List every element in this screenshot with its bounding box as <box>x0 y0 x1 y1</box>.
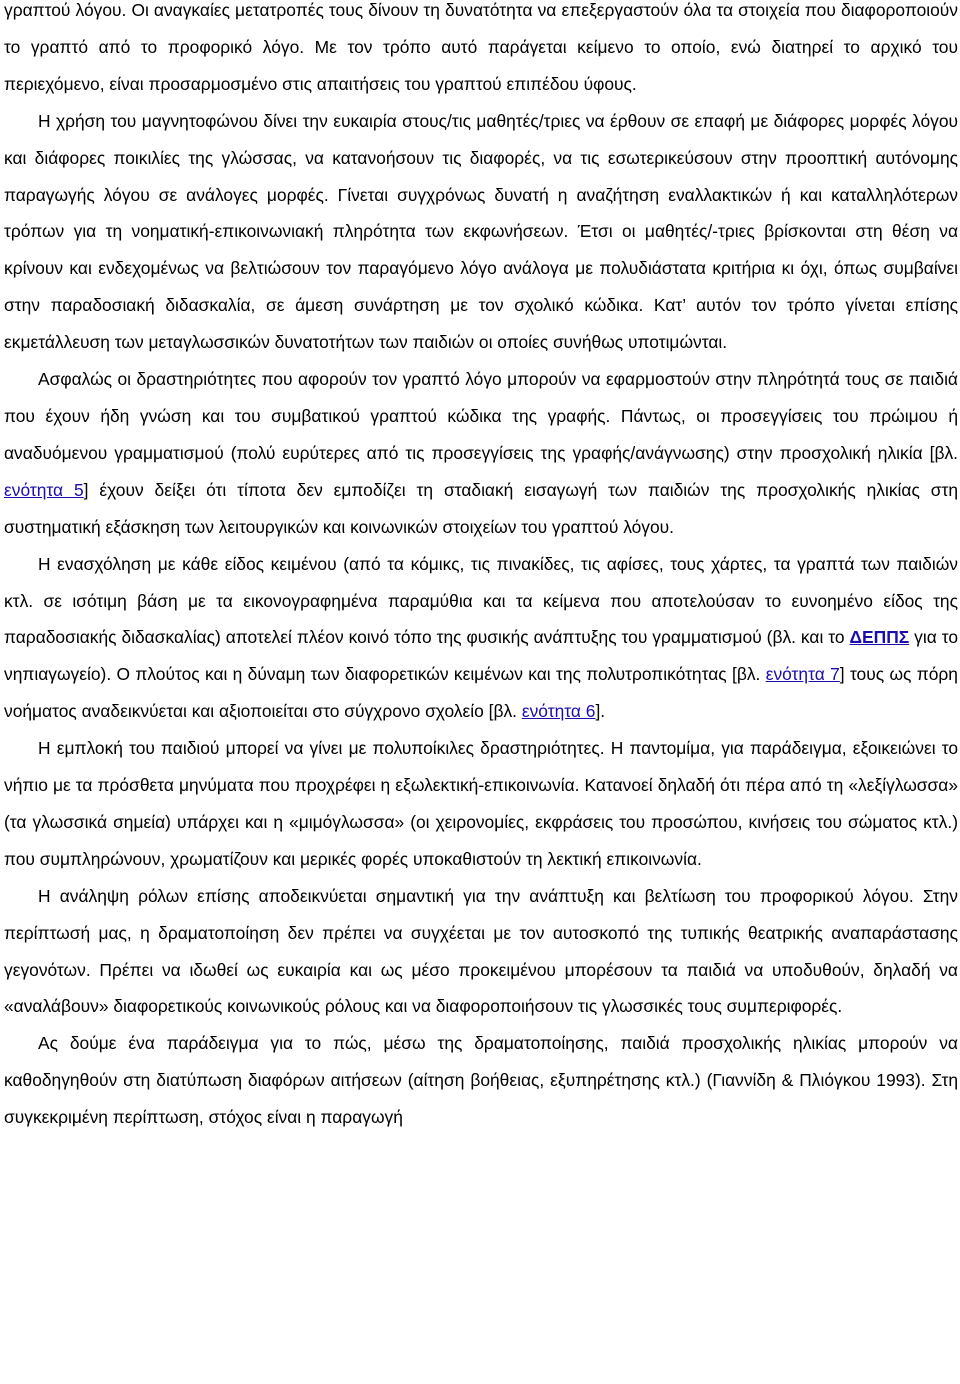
paragraph-text: ] έχουν δείξει ότι τίποτα δεν εμποδίζει τη σταδιακή εισαγωγή των παιδιών της προσχολικής ηλικίας στη συστηματική εξάσκηση των λειτουργικών και κοινωνικών στοιχείων του γραπτού λόγου. <box>4 479 958 537</box>
paragraph-text-types <box>4 546 958 731</box>
paragraph-example: Ας δούμε ένα παράδειγμα για το πώς, μέσω της δραματοποίησης, παιδιά προσχολικής ηλικίας μπορούν να καθοδηγηθούν στη διατύπωση διαφόρων αιτήσεων (αίτηση βοήθειας, εξυπηρέτησης κτλ.) (Γιαννίδη & Πλιόγκου 1993). Στη συγκεκριμένη περίπτωση, στόχος είναι η παραγωγή <box>4 1033 958 1128</box>
paragraph-written-activities <box>4 361 958 546</box>
paragraph-involvement: Η εμπλοκή του παιδιού μπορεί να γίνει με πολυποίκιλες δραστηριότητες. Η παντομίμα, για παράδειγμα, εξοικειώνει το νήπιο με τα πρόσθετα μηνύματα που προχρέφει η εξωλεκτική-επικοινωνία. Κατανοεί δηλαδή ότι πέρα από τη «λεξίγλωσσα» (τα γλωσσικά σημεία) υπάρχει και η «μιμόγλωσσα» (οι χειρονομίες, εκφράσεις του προσώπου, κινήσεις του σώματος κτλ.) που συμπληρώνουν, χρωματίζουν και μερικές φορές υποκαθιστούν τη λεκτική επικοινωνία. <box>4 738 958 869</box>
link-depps[interactable]: ΔΕΠΠΣ <box>849 627 910 648</box>
link-unit-6[interactable]: ενότητα 6 <box>521 701 596 722</box>
paragraph-tape-recorder: Η χρήση του μαγνητοφώνου δίνει την ευκαιρία στους/τις μαθητές/τριες να έρθουν σε επαφή με διάφορες μορφές λόγου και διάφορες ποικιλίες της γλώσσας, να κατανοήσουν τις διαφορές, να τις εσωτερικεύσουν στην προοπτική αυτόνομης παραγωγής λόγου σε ανάλογες μορφές. Γίνεται συγχρόνως δυνατή η αναζήτηση εναλλακτικών ή και καταλληλότερων τρόπων για τη νοηματική-επικοινωνιακή πληρότητα των εκφωνήσεων. Έτσι οι μαθητές/-τριες βρίσκονται στη θέση να κρίνουν και ενδεχομένως να βελτιώσουν τον παραγόμενο λόγο ανάλογα με πολυδιάστατα κριτήρια κι όχι, όπως συμβαίνει στην παραδοσιακή διδασκαλία, σε άμεση συνάρτηση με τον σχολικό κώδικα. Κατ’ αυτόν τον τρόπο γίνεται επίσης εκμετάλλευση των μεταγλωσσικών δυνατοτήτων των παιδιών οι οποίες συνήθως υποτιμώνται. <box>4 110 958 353</box>
paragraph-text: Η ενασχόληση με κάθε είδος κειμένου (από τα κόμικς, τις πινακίδες, τις αφίσες, τους χάρτες, τα γραπτά των παιδιών κτλ. σε ισότιμη βάση με τα εικονογραφημένα παραμύθια και τα κείμενα που αποτελούσαν το ευνοημένο είδος της παραδοσιακής διδασκαλίας) αποτελεί πλέον κοινό τόπο της φυσικής ανάπτυξης του γραμματισμού (βλ. και το <box>4 553 958 648</box>
paragraph-text: ] τους ως πόρη νοήματος αναδεικνύεται και αξιοποιείται στο σύγχρονο σχολείο [βλ. <box>4 664 958 722</box>
document-page <box>4 0 958 1136</box>
paragraph-text: για το νηπιαγωγείο). Ο πλούτος και η δύναμη των διαφορετικών κειμένων και της πολυτροπικότητας [βλ. <box>4 627 958 685</box>
link-unit-7[interactable]: ενότητα 7 <box>765 664 840 685</box>
paragraph-text: Ασφαλώς οι δραστηριότητες που αφορούν τον γραπτό λόγο μπορούν να εφαρμοστούν στην πληρότητά τους σε παιδιά που έχουν ήδη γνώση και του συμβατικού γραπτού κώδικα της γραφής. Πάντως, οι προσεγγίσεις του πρώιμου ή αναδυόμενου γραμματισμού (πολύ ευρύτερες από τις προσεγγίσεις της γραφής/ανάγνωσης) στην προσχολική ηλικία [βλ. <box>4 369 958 463</box>
paragraph-continued: γραπτού λόγου. Οι αναγκαίες μετατροπές τους δίνουν τη δυνατότητα να επεξεργαστούν όλα τα στοιχεία που διαφοροποιούν το γραπτό από το προφορικό λόγο. Με τον τρόπο αυτό παράγεται κείμενο το οποίο, ενώ διατηρεί το αρχικό του περιεχόμενο, είναι προσαρμοσμένο στις απαιτήσεις του γραπτού επιπέδου ύφους. <box>4 0 958 94</box>
link-unit-5[interactable]: ενότητα 5 <box>4 479 84 500</box>
paragraph-text: ]. <box>595 701 606 722</box>
paragraph-role-taking: Η ανάληψη ρόλων επίσης αποδεικνύεται σημαντική για την ανάπτυξη και βελτίωση του προφορικού λόγου. Στην περίπτωσή μας, η δραματοποίηση δεν πρέπει να συγχέεται με τον αυτοσκοπό της τυπικής θεατρικής αναπαράστασης γεγονότων. Πρέπει να ιδωθεί ως ευκαιρία και ως μέσο προκειμένου μπορέσουν τα παιδιά να υποδυθούν, δηλαδή να «αναλάβουν» διαφορετικούς κοινωνικούς ρόλους και να διαφοροποιήσουν τις γλωσσικές τους συμπεριφορές. <box>4 885 958 1017</box>
